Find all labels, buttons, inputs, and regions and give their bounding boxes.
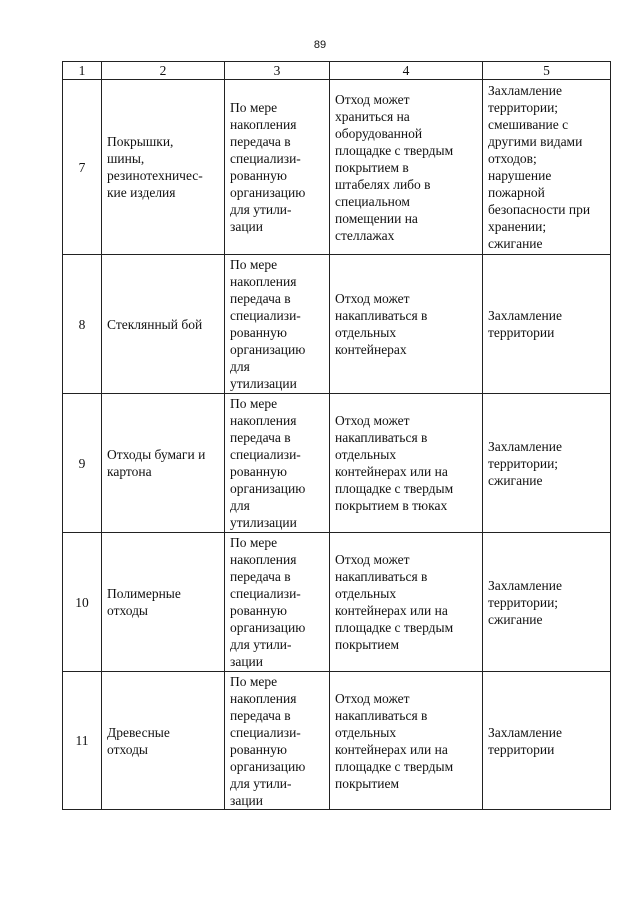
- waste-table: [62, 61, 611, 810]
- storage-text: Отход может храниться на оборудованной площадке с твердым покрытием в штабелях либо в специальном помещении на стеллажах: [335, 91, 454, 243]
- storage-cell: [330, 255, 483, 394]
- transfer-cell: [225, 672, 330, 810]
- table-row: [63, 80, 611, 255]
- waste-name: Древесные отходы: [107, 724, 170, 757]
- transfer-cell: [225, 533, 330, 672]
- consequences-text: Захламление территории; сжигание: [488, 438, 562, 488]
- consequences-text: Захламление территории: [488, 308, 562, 340]
- waste-name-cell: [102, 80, 225, 255]
- consequences-cell: [483, 80, 611, 255]
- waste-name-cell: [102, 255, 225, 394]
- table-row: [63, 394, 611, 533]
- column-header: 5: [483, 62, 611, 80]
- storage-cell: [330, 533, 483, 672]
- consequences-text: Захламление территории; сжигание: [488, 577, 562, 627]
- transfer-text: По мере накопления передача в специализи- рованную организацию для утилизации: [230, 257, 306, 391]
- waste-name: Отходы бумаги и картона: [107, 447, 206, 479]
- column-header: 4: [330, 62, 483, 80]
- row-number: 8: [63, 255, 102, 394]
- storage-text: Отход может накапливаться в отдельных контейнерах или на площадке с твердым покрытием: [335, 552, 454, 652]
- row-number: 10: [63, 533, 102, 672]
- consequences-text: Захламление территории: [488, 724, 562, 757]
- row-number: 7: [63, 80, 102, 255]
- table-row: [63, 672, 611, 810]
- storage-cell: [330, 672, 483, 810]
- waste-name: Стеклянный бой: [107, 316, 203, 332]
- column-header: 2: [102, 62, 225, 80]
- waste-name-cell: [102, 672, 225, 810]
- consequences-cell: [483, 255, 611, 394]
- waste-name-cell: [102, 533, 225, 672]
- page-number: 89: [313, 39, 327, 51]
- transfer-text: По мере накопления передача в специализи- рованную организацию для утили- зации: [230, 535, 306, 669]
- transfer-cell: [225, 394, 330, 533]
- consequences-cell: [483, 672, 611, 810]
- transfer-cell: [225, 255, 330, 394]
- column-header: 3: [225, 62, 330, 80]
- table-row: [63, 533, 611, 672]
- transfer-cell: [225, 80, 330, 255]
- consequences-cell: [483, 533, 611, 672]
- transfer-text: По мере накопления передача в специализи- рованную организацию для утили- зации: [230, 673, 306, 808]
- transfer-text: По мере накопления передача в специализи- рованную организацию для утили- зации: [230, 100, 306, 234]
- table-header-row: [63, 62, 611, 80]
- row-number: 11: [63, 672, 102, 810]
- storage-cell: [330, 80, 483, 255]
- transfer-text: По мере накопления передача в специализи- рованную организацию для утилизации: [230, 396, 306, 530]
- storage-cell: [330, 394, 483, 533]
- storage-text: Отход может накапливаться в отдельных контейнерах или на площадке с твердым покрытием в тюках: [335, 413, 454, 513]
- consequences-cell: [483, 394, 611, 533]
- waste-name: Полимерные отходы: [107, 586, 181, 618]
- table-row: [63, 255, 611, 394]
- row-number: 9: [63, 394, 102, 533]
- column-header: 1: [63, 62, 102, 80]
- consequences-text: Захламление территории; смешивание с другими видами отходов; нарушение пожарной безопасности при хранении; сжигание: [488, 83, 591, 251]
- storage-text: Отход может накапливаться в отдельных контейнерах или на площадке с твердым покрытием: [335, 690, 454, 791]
- waste-name-cell: [102, 394, 225, 533]
- storage-text: Отход может накапливаться в отдельных контейнерах: [335, 291, 428, 357]
- waste-name: Покрышки, шины, резинотехничес- кие изделия: [107, 134, 203, 200]
